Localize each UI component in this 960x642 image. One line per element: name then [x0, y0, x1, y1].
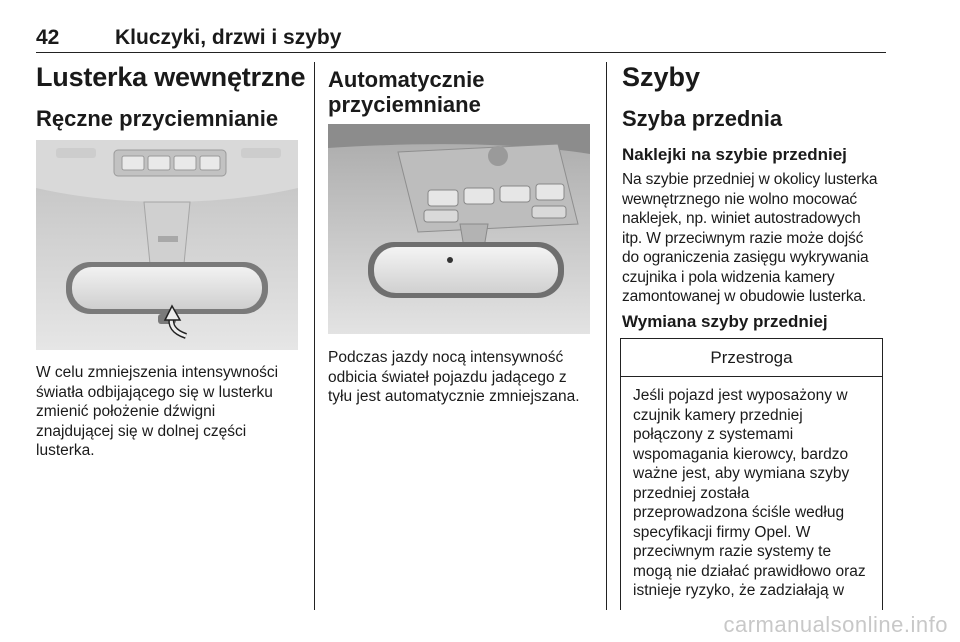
- subsection-title-manual-dimming: Ręczne przyciemnianie: [36, 106, 279, 131]
- heading-windshield-stickers: Naklejki na szybie przedniej: [622, 145, 847, 164]
- body-line: Jeśli pojazd jest wyposażony w: [633, 387, 848, 404]
- manual-mirror-illustration: [36, 140, 298, 350]
- body-line: światła odbijającego się w lusterku: [36, 383, 273, 401]
- body-line: specyfikacji firmy Opel. W: [633, 523, 811, 541]
- body-line: przeprowadzona ściśle według: [633, 504, 845, 521]
- body-line: itp. W przeciwnym razie może dojść: [622, 229, 864, 247]
- body-line: do ograniczenia zasięgu wykrywania: [622, 249, 869, 266]
- heading-windshield-replacement: Wymiana szyby przedniej: [622, 312, 828, 331]
- title-line: przyciemniane: [328, 92, 481, 117]
- body-line: wspomagania kierowcy, bardzo: [633, 445, 849, 463]
- body-line: znajdującej się w dolnej części: [36, 422, 247, 440]
- body-line: zamontowanej w obudowie lusterka.: [622, 288, 867, 305]
- column-divider: [606, 62, 607, 610]
- title-line: Automatycznie: [328, 67, 485, 92]
- running-title: Kluczyki, drzwi i szyby: [115, 26, 342, 49]
- body-line: tyłu jest automatycznie zmniejszana.: [328, 388, 580, 405]
- column-divider: [314, 62, 315, 610]
- watermark: carmanualsonline.info: [723, 612, 948, 637]
- manual-dimming-body: [36, 363, 306, 461]
- body-line: ważne jest, aby wymiana szyby: [633, 465, 850, 482]
- auto-dimming-body: [328, 348, 603, 407]
- body-line: czujnika i pola widzenia kamery: [622, 268, 835, 286]
- auto-mirror-illustration: [328, 124, 590, 334]
- section-title-mirrors: Lusterka wewnętrzne: [36, 62, 306, 92]
- page-number: 42: [36, 26, 60, 49]
- header-rule: [36, 52, 886, 53]
- body-line: połączony z systemami: [633, 426, 794, 443]
- body-line: istnieje ryzyko, że zadziałają w: [633, 582, 845, 599]
- body-line: lusterka.: [36, 442, 95, 459]
- caution-box: [620, 338, 883, 610]
- body-line: W celu zmniejszenia intensywności: [36, 364, 279, 381]
- section-title-windows: Szyby: [622, 62, 701, 92]
- body-line: mogą nie działać prawidłowo oraz: [633, 562, 866, 580]
- caution-body: [633, 386, 878, 601]
- body-line: Podczas jazdy nocą intensywność: [328, 349, 564, 366]
- body-line: Na szybie przedniej w okolicy lusterka: [622, 171, 878, 188]
- body-line: czujnik kamery przedniej: [633, 406, 803, 424]
- body-line: odbicia świateł pojazdu jadącego z: [328, 368, 567, 386]
- caution-title: Przestroga: [621, 339, 882, 377]
- body-line: wewnętrznego nie wolno mocować: [622, 190, 858, 208]
- subsection-title-auto-dimming: [328, 67, 598, 117]
- subsection-title-windshield: Szyba przednia: [622, 106, 783, 131]
- stickers-body: [622, 170, 892, 307]
- body-line: zmienić położenie dźwigni: [36, 403, 216, 420]
- body-line: naklejek, np. winiet autostradowych: [622, 210, 861, 227]
- body-line: przedniej została: [633, 484, 750, 502]
- body-line: przeciwnym razie systemy te: [633, 543, 832, 560]
